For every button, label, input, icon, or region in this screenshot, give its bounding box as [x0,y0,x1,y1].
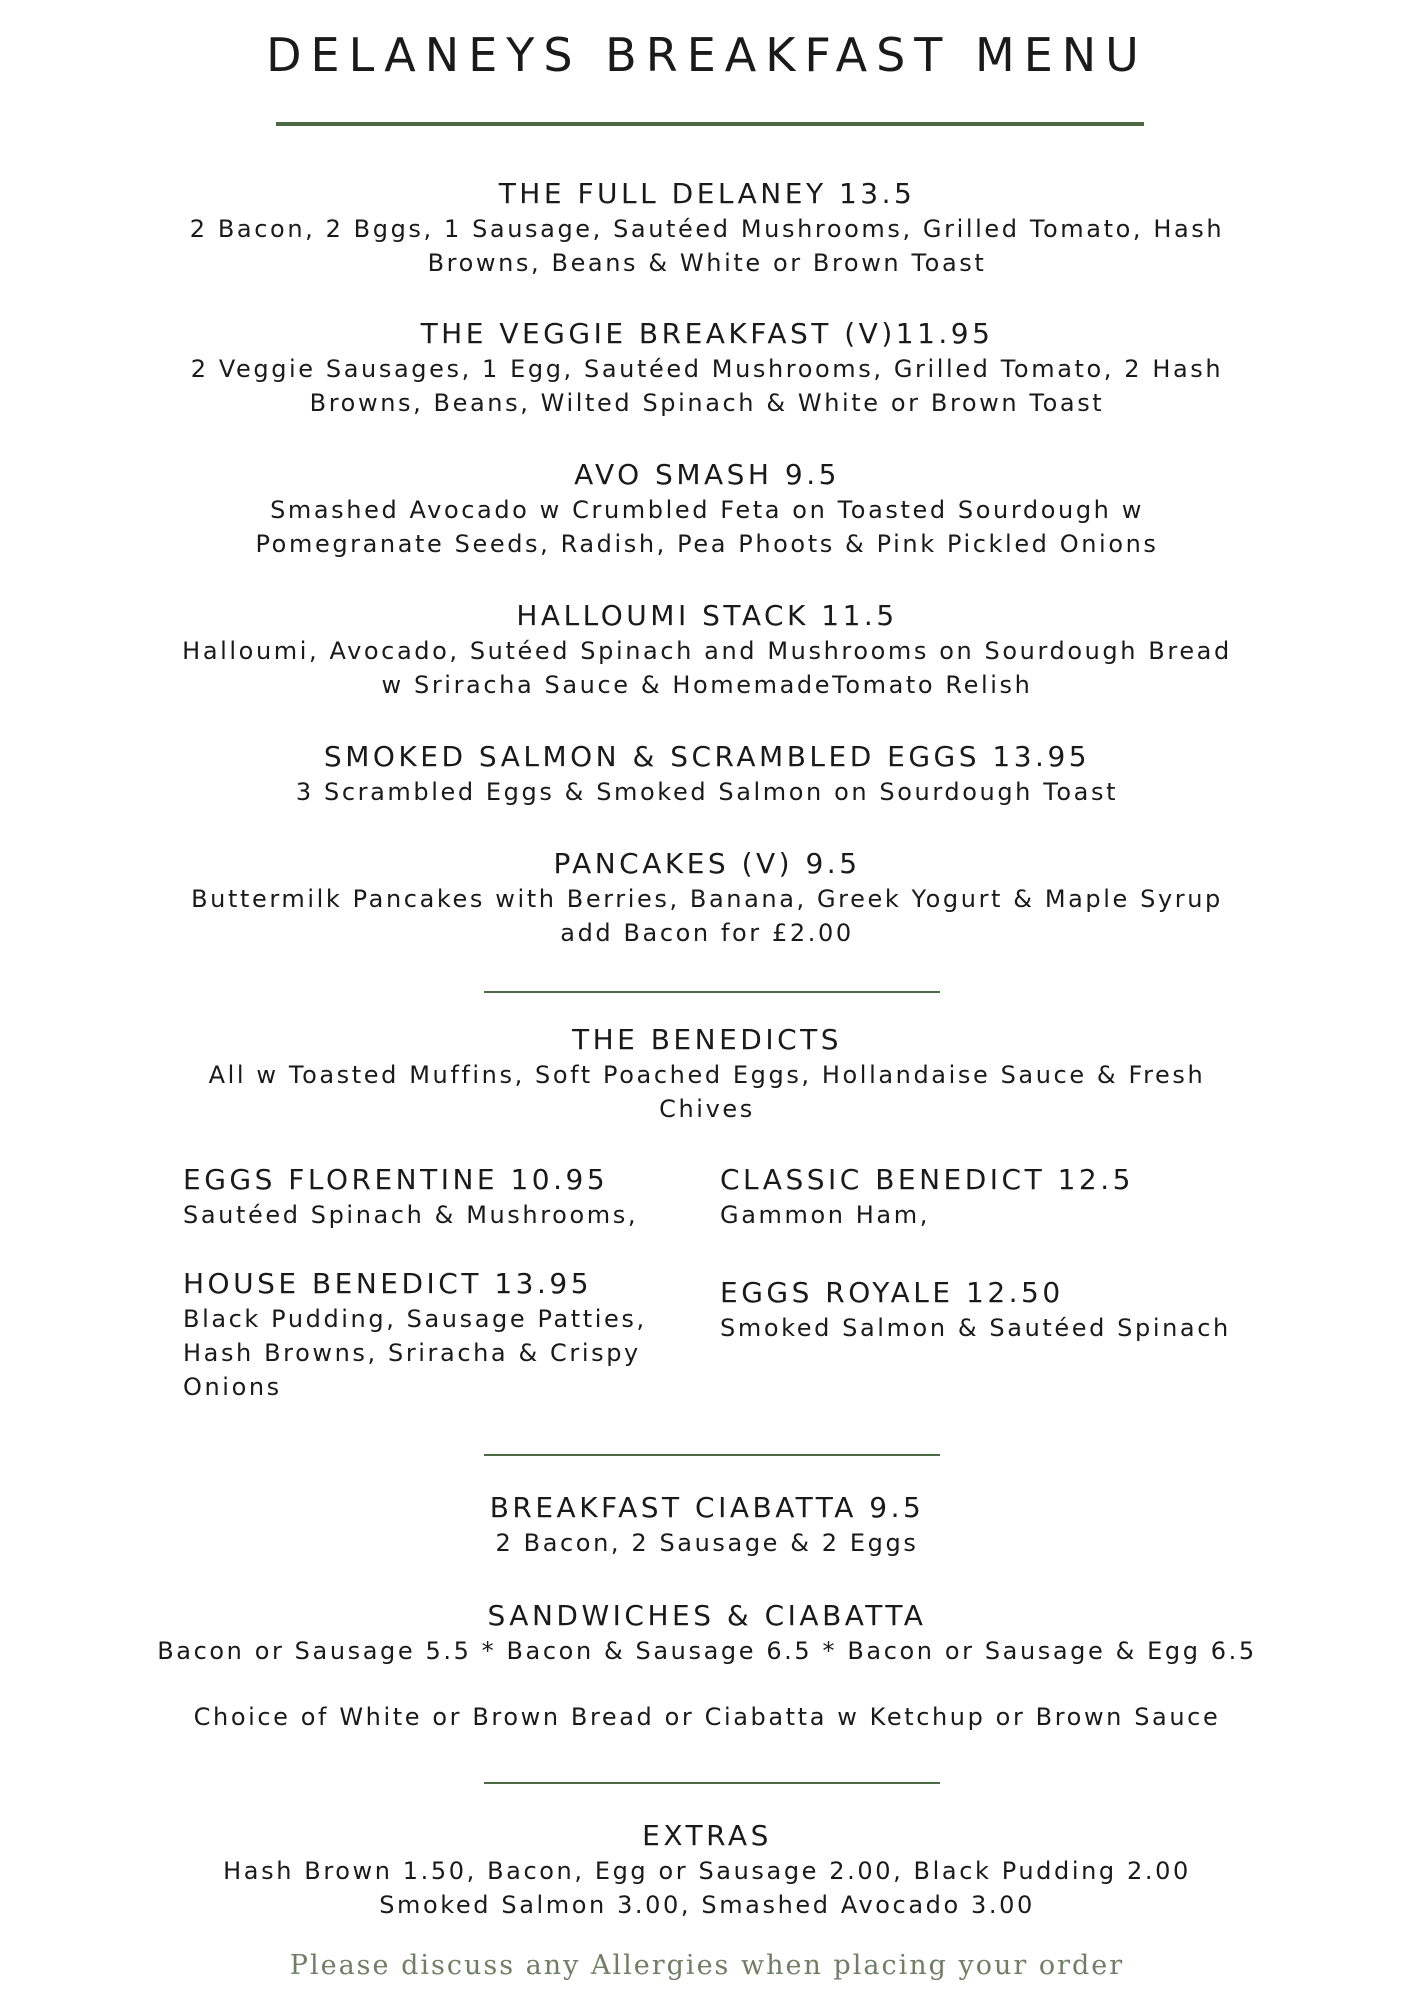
benedict-item [183,1266,647,1404]
item-name: EGGS FLORENTINE 10.95 [183,1163,609,1196]
item-desc: Browns, Beans & White or Brown Toast [427,249,987,277]
item-name: EGGS ROYALE 12.50 [720,1276,1064,1309]
item-name: PANCAKES (V) 9.5 [553,847,861,880]
allergy-note: Please discuss any Allergies when placing your order [289,1950,1125,1981]
menu-item [130,176,1284,280]
benedict-item [183,1162,638,1232]
menu-item [130,316,1284,420]
item-desc: Halloumi, Avocado, Sutéed Spinach and Mushrooms on Sourdough Bread [182,637,1232,665]
item-name: HALLOUMI STACK 11.5 [516,599,898,632]
extras-section [130,1818,1284,1922]
item-name: SANDWICHES & CIABATTA [487,1599,927,1632]
section-divider [484,1454,940,1456]
item-desc: 2 Veggie Sausages, 1 Egg, Sautéed Mushrooms, Grilled Tomato, 2 Hash [190,355,1224,383]
title-divider [276,122,1144,126]
item-desc: Smashed Avocado w Crumbled Feta on Toasted Sourdough w [270,496,1144,524]
item-desc: Choice of White or Brown Bread or Ciabatta w Ketchup or Brown Sauce [193,1703,1221,1731]
item-name: HOUSE BENEDICT 13.95 [183,1267,593,1300]
item-name: THE VEGGIE BREAKFAST (V)11.95 [420,317,994,350]
item-name: SMOKED SALMON & SCRAMBLED EGGS 13.95 [323,740,1091,773]
section-desc: Chives [659,1095,755,1123]
item-desc: Gammon Ham, [720,1201,930,1229]
item-name: CLASSIC BENEDICT 12.5 [720,1163,1134,1196]
section-divider [484,991,940,993]
section-heading: THE BENEDICTS [571,1023,843,1056]
item-desc: Hash Brown 1.50, Bacon, Egg or Sausage 2.00, Black Pudding 2.00 [223,1857,1191,1885]
section-desc: All w Toasted Muffins, Soft Poached Eggs, Hollandaise Sauce & Fresh [208,1061,1206,1089]
item-desc: Buttermilk Pancakes with Berries, Banana, Greek Yogurt & Maple Syrup [191,885,1223,913]
sandwiches-section [130,1598,1284,1734]
item-desc: Bacon or Sausage 5.5 * Bacon & Sausage 6.5 * Bacon or Sausage & Egg 6.5 [157,1637,1257,1665]
menu-item [130,457,1284,561]
item-desc: Smoked Salmon & Sautéed Spinach [720,1314,1231,1342]
item-desc: Black Pudding, Sausage Patties, [183,1305,647,1333]
menu-item [130,598,1284,702]
item-desc: Hash Browns, Sriracha & Crispy [183,1339,641,1367]
menu-item [130,846,1284,950]
item-name: EXTRAS [642,1819,772,1852]
menu-item [130,739,1284,809]
item-desc: 2 Bacon, 2 Bggs, 1 Sausage, Sautéed Mushrooms, Grilled Tomato, Hash [189,215,1225,243]
item-name: AVO SMASH 9.5 [574,458,840,491]
item-desc: Sautéed Spinach & Mushrooms, [183,1201,639,1229]
item-desc: 3 Scrambled Eggs & Smoked Salmon on Sourdough Toast [295,778,1119,806]
item-desc: 2 Bacon, 2 Sausage & 2 Eggs [495,1529,919,1557]
menu-title: DELANEYS BREAKFAST MENU [266,28,1148,82]
benedict-item [720,1275,1231,1345]
menu-item [130,1490,1284,1560]
item-desc: Onions [183,1373,282,1401]
item-desc: add Bacon for £2.00 [560,919,854,947]
benedicts-section [130,1022,1284,1126]
item-name: THE FULL DELANEY 13.5 [498,177,916,210]
item-name: BREAKFAST CIABATTA 9.5 [489,1491,925,1524]
section-divider [484,1782,940,1784]
item-desc: w Sriracha Sauce & HomemadeTomato Relish [381,671,1033,699]
benedict-item [720,1162,1134,1232]
item-desc: Smoked Salmon 3.00, Smashed Avocado 3.00 [379,1891,1035,1919]
item-desc: Browns, Beans, Wilted Spinach & White or Brown Toast [309,389,1105,417]
item-desc: Pomegranate Seeds, Radish, Pea Phoots & Pink Pickled Onions [255,530,1159,558]
